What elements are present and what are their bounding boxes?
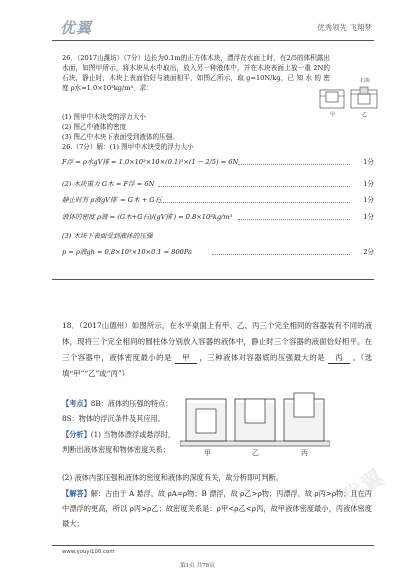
solution-score: 1分 [363, 180, 374, 188]
watermark-logo: 优翼 [338, 465, 390, 512]
page-number: 第1页 共78页 [180, 563, 215, 569]
q26-diagram [318, 76, 380, 118]
subquestion: (2) 图乙中液体的密度 [62, 122, 127, 131]
header-rule [52, 40, 374, 41]
label-jia: 甲 [330, 112, 336, 118]
beaker-label: 乙 [252, 449, 259, 457]
footer-url: www.youyi100.com [62, 549, 115, 555]
solution-score: 1分 [363, 196, 374, 204]
solution-score: 1分 [363, 213, 374, 221]
beakers-diagram [180, 385, 330, 459]
label-yi: 乙 [362, 112, 368, 118]
q18-text: ，三种液体对容器底的压强最大的是 [199, 352, 325, 362]
analysis-line2: (2) 液体内部压强和液体的密度和液体的深度有关，故分析即可判断。 [62, 473, 283, 482]
solution-formula: 静止时有 ρ液gV排′ = G木 + G石 [62, 196, 162, 204]
kaodian-text: 8B：液体的压强的特点；8S：物体的浮沉条件及其应用。 [62, 399, 173, 424]
q18-text: 。（选填“甲”“乙”或“丙”） [62, 352, 372, 378]
beaker-label: 甲 [204, 449, 211, 457]
solution-row [62, 248, 374, 260]
subquestion: (3) 图乙中木块下表面受到液体的压强。 [62, 132, 179, 141]
solution-heading: 26.（7分）解：(1) 图甲中木块受的浮力大小 [62, 143, 194, 151]
leader-dots [158, 202, 350, 203]
q26-subquestions [62, 113, 312, 143]
solution-row [62, 158, 374, 170]
solution-formula: (2) 木块重力 G木 = F浮 = 6N [62, 180, 155, 188]
section-rule [52, 279, 374, 280]
q26-stem: 26．（2017山潍坊）（7分）边长为0.1m的正方体木块，漂浮在水面上时，有2/5的体积露出水面，如图甲所示，将木块从水中取出，放入另一种液体中，并在木块表面上放一重 2N的石块，静止时，木块上表面恰好与液面相平，如图乙所示，取 g=10N/kg，已 知 水 的 密 度 ρ水=1.0×10³kg/m³，求： [62, 54, 330, 92]
brand-logo: 优翼 [60, 19, 93, 37]
page-header [52, 16, 372, 38]
q18-stem [62, 318, 372, 382]
footer-rule [52, 545, 374, 546]
beaker-label: 丙 [301, 449, 308, 457]
leader-dots [158, 186, 350, 187]
solution-formula: F浮 = ρ水gV排 = 1.0×10³×10×(0.1)³×(1 − 2/5) = 6N [62, 158, 239, 166]
stone-label: 石块 [360, 78, 371, 84]
fenxi-text: (1) 当物体漂浮或悬浮时，判断出液体密度和物体密度关系； [62, 429, 176, 455]
header-slogan: 优秀领先 飞翔梦 [317, 23, 372, 32]
leader-dots [212, 254, 350, 255]
solution-formula: p = ρ液gh = 0.8×10³×10×0.1 = 800Pa [62, 248, 192, 256]
answer-blank: 丙 [328, 354, 350, 364]
leader-dots [238, 219, 350, 220]
solution-formula: 液体的密度 ρ液 = (G木+G石)/(gV排′) = 0.8×10³kg/m³ [62, 213, 233, 221]
solution-row [62, 196, 374, 208]
leader-dots [238, 164, 350, 165]
jieda-tag: 【解答】 [62, 489, 91, 498]
fenxi-tag: 【分析】 [62, 429, 91, 439]
kaodian-tag: 【考点】 [62, 399, 91, 408]
solution-row [62, 180, 374, 192]
solution-score: 1分 [363, 158, 374, 166]
analysis-left [62, 396, 182, 458]
solution-score: 2分 [363, 248, 374, 256]
solution-row [62, 213, 374, 225]
q18-text: 18．（2017山德州）如图所示，在水平桌面上有甲、乙、丙三个完全相同的容器装有不同的液体，现将三个完全相同的圆柱体分别放入容器的液体中，静止时三个容器的液面恰好相平。在三个容器中，液体密度最小的是 [62, 321, 372, 362]
solution-formula: (3) 木块下表面受到液体的压强 [62, 232, 153, 240]
jieda-text: 解：古由于 A 悬浮，故 ρA=ρ物；B 漂浮，故 ρ乙>ρ物；丙漂浮，故 ρ丙>ρ物；且在丙中漂浮的更高，所以 ρ丙>ρ乙；故密度关系是：ρ甲<ρ乙<ρ丙，故甲液体密度最小，丙液体密度最大； [62, 489, 372, 529]
answer-blank: 甲 [175, 354, 197, 364]
subquestion: (1) 图甲中木块受的浮力大小 [62, 113, 146, 121]
jieda-block [62, 486, 372, 531]
solution-row [62, 232, 374, 244]
